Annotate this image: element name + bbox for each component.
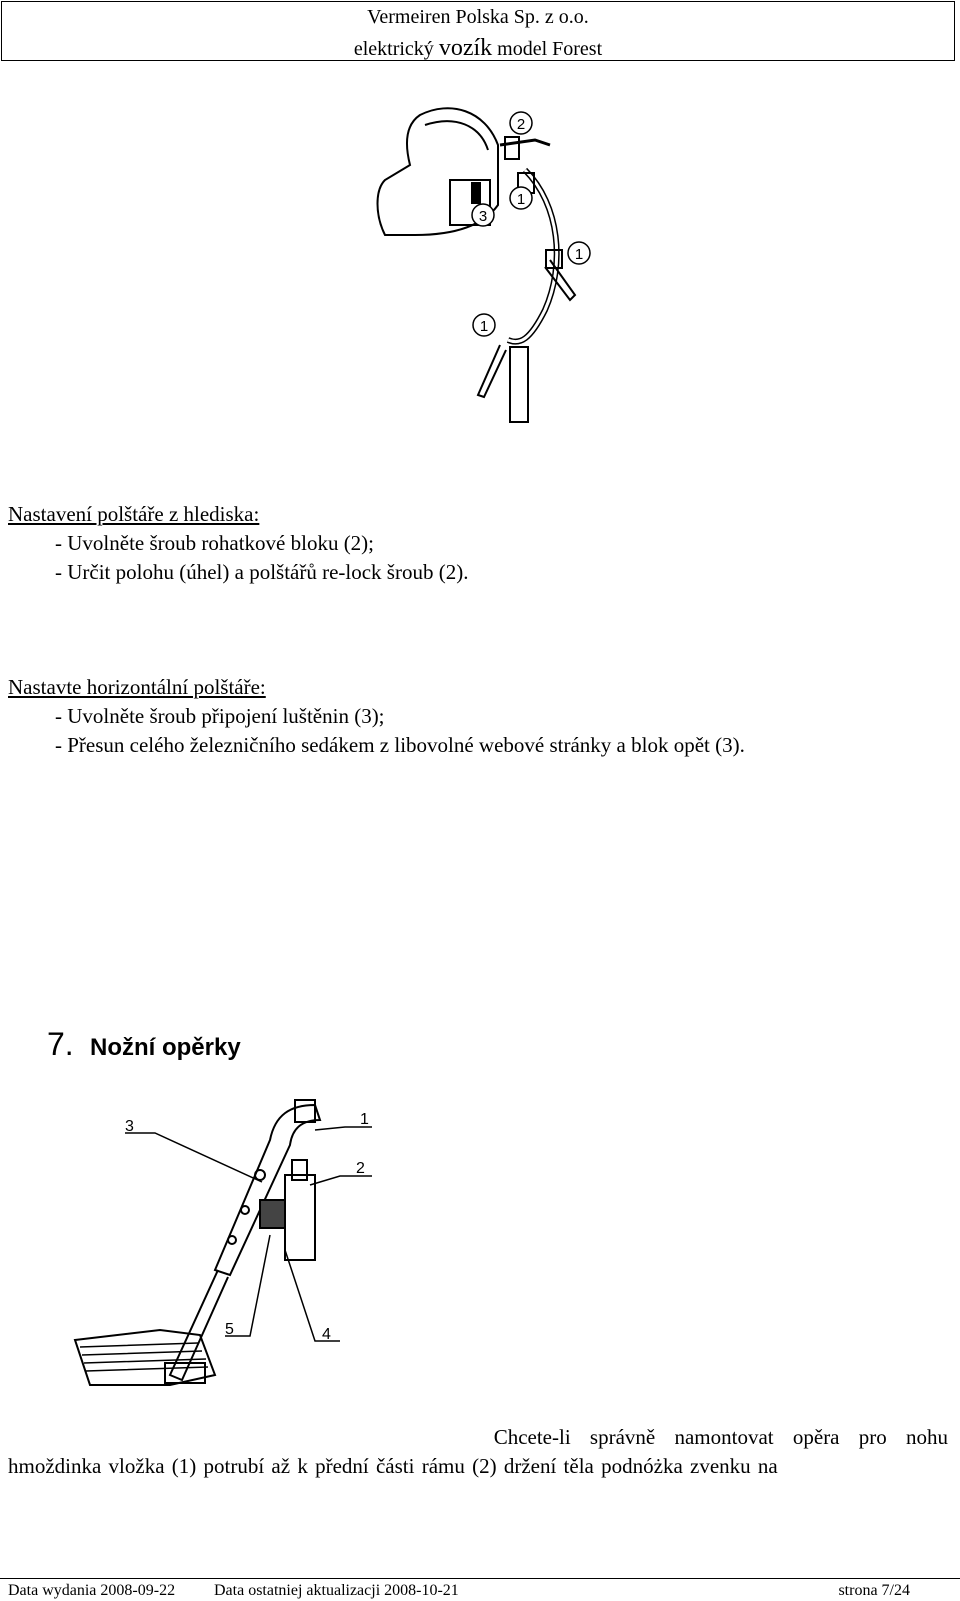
footer-divider	[0, 1578, 960, 1579]
footrest-clamp	[285, 1175, 315, 1260]
product-prefix: elektrický	[353, 38, 434, 60]
page-header	[1, 1, 955, 61]
section-b-item: - Uvolněte šroub připojení luštěnin (3);	[55, 704, 385, 728]
footer-updated: Data ostatniej aktualizacji 2008-10-21	[214, 1582, 459, 1599]
section-title: Nožní opěrky	[90, 1034, 241, 1061]
body-text-line: Chcete-li správně namontovat opěra pro nohu	[493, 1425, 948, 1449]
callout-label: 1	[516, 191, 526, 208]
body-text-line: hmoždinka vložka (1) potrubí až k přední části rámu (2) držení těla podnóżka zvenku na	[8, 1454, 778, 1478]
section-a-item: - Určit polohu (úhel) a polštářů re-lock šroub (2).	[55, 560, 469, 584]
product-big: vozík	[438, 35, 493, 61]
section-b-heading: Nastavte horizontální polštáře:	[8, 675, 266, 699]
footer-page: strona 7/24	[838, 1582, 910, 1599]
callout-label: 3	[125, 1118, 134, 1135]
footrest-plate	[75, 1330, 215, 1385]
callout-label: 1	[574, 246, 584, 263]
callout-label: 5	[225, 1321, 234, 1338]
product-title	[2, 35, 954, 62]
callout-label: 1	[360, 1111, 369, 1128]
footer-issued: Data wydania 2008-09-22	[8, 1582, 176, 1599]
figure1-callouts	[472, 112, 590, 336]
section-a-item: - Uvolněte šroub rohatkové bloku (2);	[55, 531, 375, 555]
callout-label: 2	[356, 1160, 365, 1177]
headrest-post	[510, 347, 528, 422]
section-number: 7.	[47, 1026, 74, 1062]
callout-label: 1	[479, 318, 489, 335]
footrest-figure	[70, 1085, 420, 1415]
product-suffix: model Forest	[497, 38, 603, 60]
section-a-heading: Nastavení polštáře z hlediska:	[8, 502, 260, 526]
headrest-figure	[360, 95, 630, 440]
callout-label: 2	[516, 116, 526, 133]
callout-label: 3	[478, 208, 488, 225]
company-name: Vermeiren Polska Sp. z o.o.	[367, 6, 589, 28]
callout-label: 4	[322, 1326, 331, 1343]
section-b-item: - Přesun celého železničního sedákem z libovolné webové stránky a blok opět (3).	[55, 733, 745, 757]
